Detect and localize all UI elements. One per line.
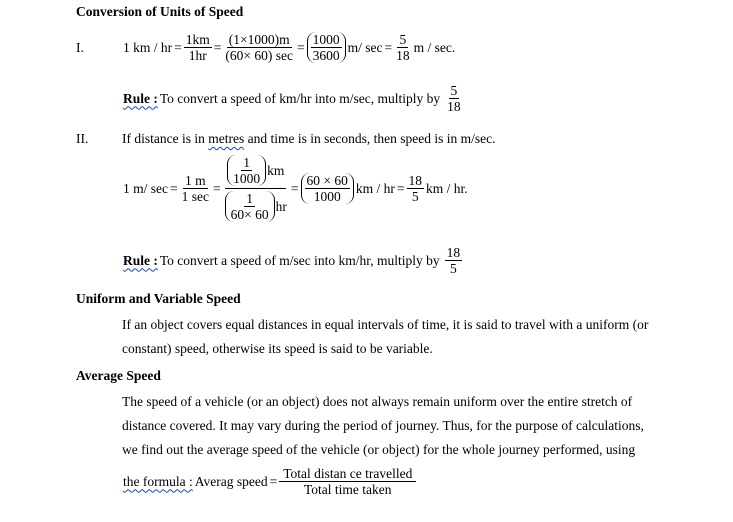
numerator: 18 xyxy=(408,173,422,188)
fraction-km-hr xyxy=(184,32,212,63)
fraction-18-5 xyxy=(407,173,425,204)
numerator: 1km xyxy=(185,32,210,47)
equals-sign: = xyxy=(396,180,405,196)
text-wavy: metres xyxy=(208,131,245,146)
rule-fraction xyxy=(445,83,463,114)
rule-2 xyxy=(122,245,463,276)
denominator: 3600 xyxy=(312,48,340,63)
numerator: 1 m xyxy=(184,173,206,188)
unit-end: m / sec. xyxy=(413,39,456,55)
compound-numerator xyxy=(225,155,286,189)
equals-sign: = xyxy=(384,39,393,55)
section-title-average: Average Speed xyxy=(76,368,161,383)
formula-prefix: the formula : xyxy=(123,473,193,489)
numerator: 1000 xyxy=(312,32,340,47)
denominator: 1000 xyxy=(233,171,261,186)
denominator: 60× 60 xyxy=(230,207,269,222)
formula-lhs: 1 m/ sec xyxy=(123,180,168,196)
average-speed-fraction xyxy=(279,466,416,497)
numerator: Total distan ce travelled xyxy=(279,466,416,482)
denominator: 5 xyxy=(411,189,419,204)
text: and time is in seconds, then speed is in m/sec. xyxy=(244,131,496,146)
unit: m/ sec xyxy=(347,39,383,55)
numerator: 60 × 60 xyxy=(306,173,348,188)
unit: km / hr xyxy=(355,180,395,196)
numerator: 5 xyxy=(450,83,458,98)
item-numeral-2: II. xyxy=(76,131,89,146)
item-numeral-1: I. xyxy=(76,40,84,55)
numerator: (1×1000)m xyxy=(228,32,290,47)
denominator: Total time taken xyxy=(304,482,392,497)
fraction-m-sec xyxy=(180,173,211,204)
equals-sign: = xyxy=(213,39,222,55)
paragraph-line: we find out the average speed of the vehicle (or object) for the whole journey performed, using xyxy=(122,442,636,457)
parenthesized-fraction xyxy=(307,32,346,63)
equals-sign: = xyxy=(290,180,299,196)
compound-fraction xyxy=(223,155,289,222)
paragraph-line: The speed of a vehicle (or an object) does not always remain uniform over the entire stretch of xyxy=(122,394,633,409)
unit-end: km / hr. xyxy=(426,180,468,196)
rule-label: Rule : xyxy=(123,90,158,106)
denominator: 1 sec xyxy=(181,189,209,204)
numerator: 1 xyxy=(246,191,253,206)
numerator: 1 xyxy=(243,155,250,170)
denominator: 1hr xyxy=(188,48,207,63)
formula-lhs: Averag speed xyxy=(194,473,268,489)
parenthesized-fraction xyxy=(225,191,275,222)
denominator: 18 xyxy=(396,48,410,63)
equals-sign: = xyxy=(213,180,221,196)
unit: hr xyxy=(275,198,287,214)
average-speed-formula xyxy=(122,466,417,497)
text: If distance is in xyxy=(122,131,209,146)
formula-kmhr-to-msec xyxy=(122,32,456,63)
formula-lhs: 1 km / hr xyxy=(123,39,173,55)
numerator: 5 xyxy=(399,32,407,47)
fraction-m-sec xyxy=(223,32,295,63)
rule-1 xyxy=(122,83,464,114)
denominator: 1000 xyxy=(313,189,341,204)
rule-label: Rule : xyxy=(123,252,158,268)
unit: km xyxy=(267,162,285,178)
numerator: 18 xyxy=(446,245,461,260)
paragraph-line: constant) speed, otherwise its speed is said to be variable. xyxy=(122,341,433,356)
compound-denominator xyxy=(223,189,289,222)
equals-sign: = xyxy=(269,473,278,489)
formula-msec-to-kmhr xyxy=(122,155,469,222)
section-title-uniform: Uniform and Variable Speed xyxy=(76,291,241,306)
paragraph-line: If an object covers equal distances in equal intervals of time, it is said to travel with a uniform (or xyxy=(122,317,649,332)
denominator: (60× 60) sec xyxy=(225,48,293,63)
equals-sign: = xyxy=(296,39,305,55)
section-title-conversion: Conversion of Units of Speed xyxy=(76,4,244,19)
parenthesized-fraction xyxy=(301,173,354,204)
item-2-text xyxy=(122,131,495,147)
fraction-5-18 xyxy=(394,32,412,63)
denominator: 5 xyxy=(449,261,457,276)
parenthesized-fraction xyxy=(227,155,266,186)
equals-sign: = xyxy=(170,180,178,196)
paragraph-line: distance covered. It may vary during the period of journey. Thus, for the purpose of calculations, xyxy=(122,418,644,433)
denominator: 18 xyxy=(447,99,461,114)
rule-text: To convert a speed of m/sec into km/hr, multiply by xyxy=(159,252,440,268)
equals-sign: = xyxy=(174,39,182,55)
rule-fraction xyxy=(445,245,463,276)
rule-text: To convert a speed of km/hr into m/sec, multiply by xyxy=(159,90,441,106)
